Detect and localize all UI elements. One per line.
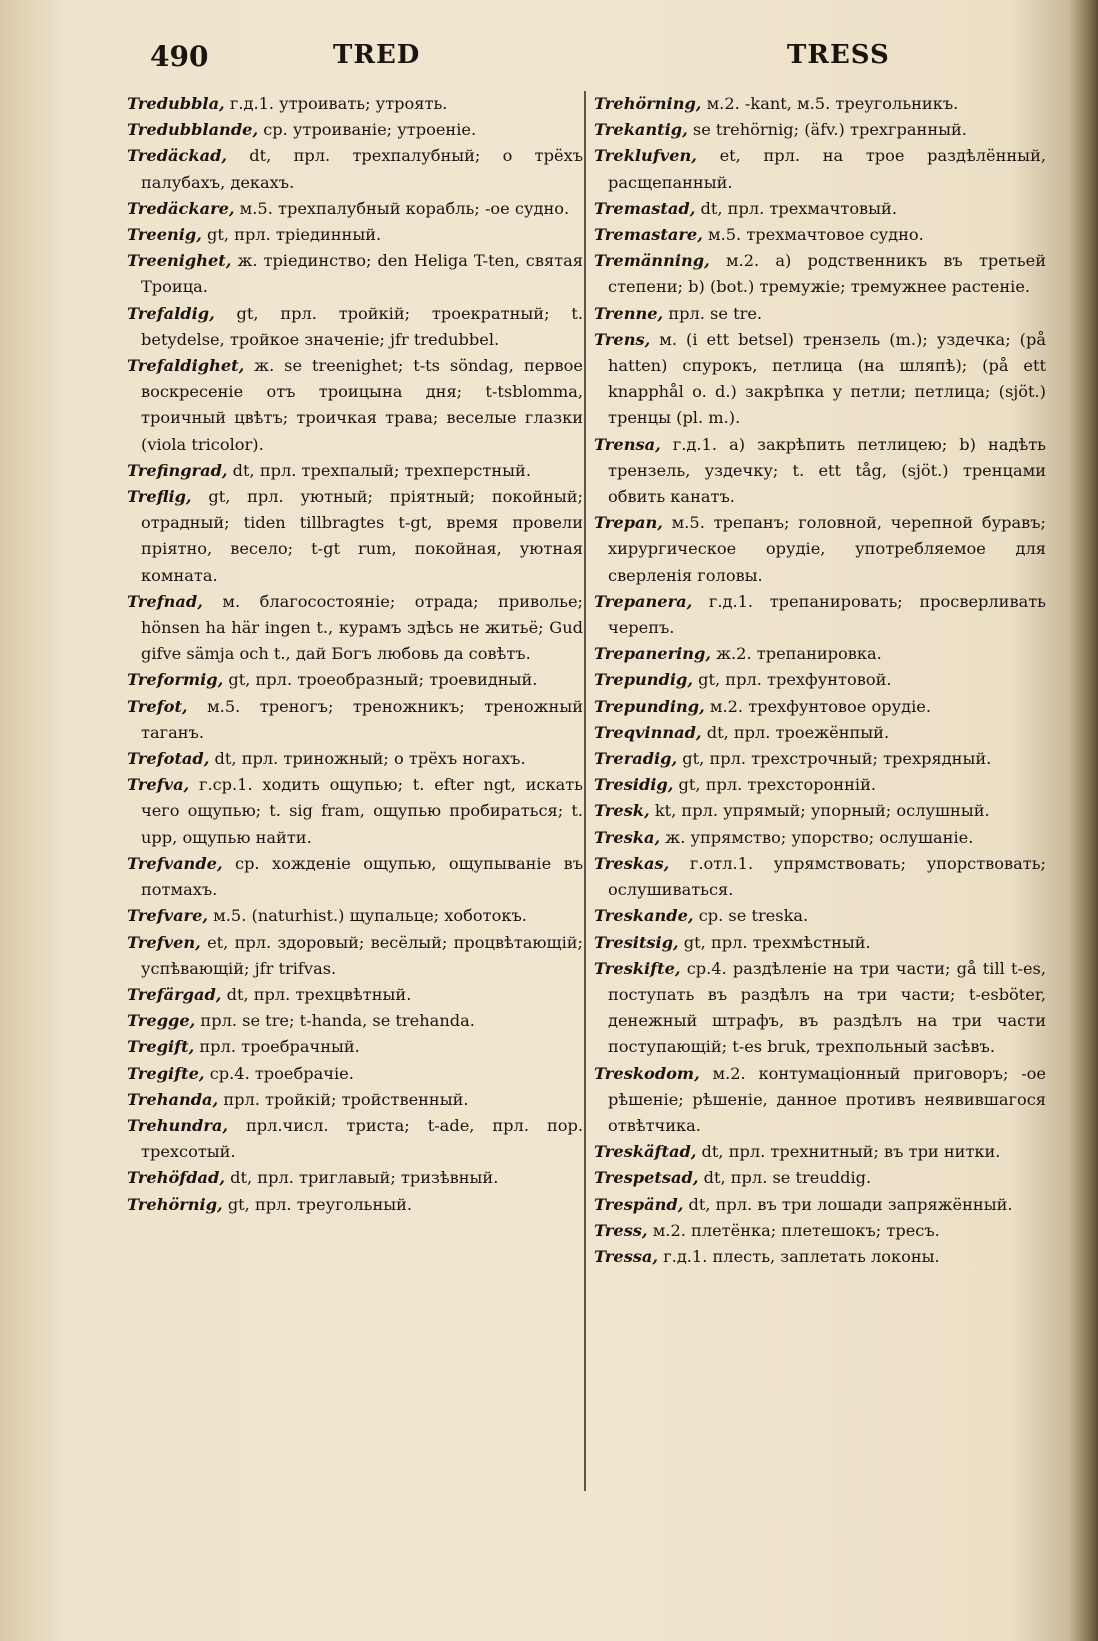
entry-definition: м.2. контумаціонный приговоръ; -ое рѣшеніе; рѣшеніе, данное противъ неявившагося отвѣтчика.	[608, 1063, 1046, 1135]
entry-definition: ср.4. раздѣленіе на три части; gå till t-es, поступать въ раздѣлъ на три части; t-esböter, денежный штрафъ, въ раздѣлъ на три части поступающій; t-es bruk, трехпольный засѣвъ.	[608, 958, 1046, 1057]
dictionary-entry	[594, 930, 1046, 956]
entry-headword: Trehörnig,	[127, 1194, 223, 1214]
dictionary-entry	[127, 1165, 583, 1191]
dictionary-entry	[594, 667, 1046, 693]
entry-headword: Trehöfdad,	[127, 1168, 225, 1188]
entry-definition: м. благосостояніе; отрада; приволье; hönsen ha här ingen t., курамъ здѣсь не житьё; Gud gifve sämja och t., дай Богъ любовь да совѣтъ.	[141, 591, 583, 664]
entry-definition: dt, прл. въ три лошади запряжённый.	[683, 1194, 1013, 1214]
entry-headword: Tredäckare,	[127, 198, 235, 218]
entry-definition: et, прл. здоровый; весёлый; процвѣтающій; успѣвающій; jfr trifvas.	[141, 932, 583, 978]
entry-headword: Trenne,	[594, 303, 664, 323]
dictionary-entry	[594, 1165, 1046, 1191]
page-number: 490	[150, 40, 209, 73]
entry-definition: gt, прл. тріединный.	[201, 225, 382, 245]
dictionary-entry	[127, 667, 583, 693]
entry-headword: Trepan,	[594, 513, 663, 533]
entry-headword: Tredubblande,	[127, 120, 259, 140]
entry-definition: прл. тройкій; тройственный.	[218, 1089, 469, 1109]
dictionary-entry	[594, 301, 1046, 327]
entry-headword: Treformig,	[127, 670, 224, 690]
entry-definition: прл.числ. триста; t-ade, прл. пор. трехсотый.	[141, 1115, 583, 1162]
dictionary-entry	[127, 301, 583, 353]
entry-definition: г.д.1. трепанировать; просверливать черепъ.	[608, 591, 1046, 638]
entry-definition: ж.2. трепанировка.	[710, 644, 882, 664]
dictionary-entry	[594, 117, 1046, 143]
dictionary-entry	[594, 903, 1046, 929]
entry-headword: Tresidig,	[594, 775, 674, 795]
dictionary-entry	[127, 694, 583, 746]
dictionary-entry	[594, 720, 1046, 746]
entry-definition: г.ср.1. ходить ощупью; t. efter ngt, искать чего ощупью; t. sig fram, ощупью пробираться; t. upp, ощупью найти.	[141, 775, 583, 847]
entry-definition: ср.4. троебрачіе.	[204, 1063, 354, 1083]
entry-definition: ж. se treenighet; t-ts söndag, первое воскресеніе отъ троицына дня; t-tsblomma, троичный цвѣтъ; троичкая трава; веселые глазки (viola tricolor).	[141, 356, 583, 454]
dictionary-entry	[127, 117, 583, 143]
entry-definition: dt, прл. трехмачтовый.	[695, 198, 897, 218]
entry-headword: Treradig,	[594, 749, 678, 769]
entry-definition: et, прл. на трое раздѣлённый, расщепанный.	[608, 146, 1046, 192]
entry-headword: Tremastad,	[594, 198, 696, 218]
entry-headword: Tremänning,	[594, 251, 710, 271]
dictionary-entry	[594, 825, 1046, 851]
entry-definition: м.2. плетёнка; плетешокъ; тресъ.	[647, 1220, 940, 1240]
entry-headword: Treska,	[594, 827, 661, 847]
entry-headword: Trepunding,	[594, 696, 705, 716]
entry-definition: г.д.1. a) закрѣпить петлицею; b) надѣть трензель, уздечку; t. ett tåg, (sjöt.) тренцами обвить канатъ.	[608, 434, 1046, 507]
entry-definition: м.5. трехпалубный корабль; -ое судно.	[234, 198, 570, 218]
entry-headword: Tredubbla,	[127, 94, 225, 113]
entry-definition: прл. троебрачный.	[194, 1037, 360, 1057]
entry-headword: Treskas,	[594, 853, 670, 873]
entry-headword: Tresk,	[594, 801, 650, 821]
entry-definition: dt, прл. трехпалубный; о трёхъ палубахъ, декахъ.	[141, 146, 583, 192]
dictionary-entry	[127, 1087, 583, 1113]
entry-definition: gt, прл. трехфунтовой.	[692, 670, 892, 690]
entry-headword: Trefven,	[127, 932, 201, 952]
entry-headword: Trespänd,	[594, 1194, 684, 1214]
entry-definition: ж. упрямство; упорство; ослушаніе.	[660, 827, 974, 847]
guide-word-left: TRED	[333, 40, 421, 70]
entry-headword: Trekantig,	[594, 120, 688, 140]
entry-definition: м.5. трехмачтовое судно.	[702, 225, 924, 245]
dictionary-entry	[594, 956, 1046, 1061]
entry-definition: gt, прл. трехсторонній.	[673, 775, 877, 795]
dictionary-entry	[127, 930, 583, 982]
entry-headword: Treklufven,	[594, 146, 697, 166]
dictionary-entry	[127, 222, 583, 248]
entry-definition: ср. утроиваніе; утроеніе.	[258, 120, 477, 140]
dictionary-entry	[127, 851, 583, 903]
dictionary-entry	[127, 903, 583, 929]
entry-headword: Tressa,	[594, 1246, 659, 1266]
entry-definition: м.2. a) родственникъ въ третьей степени; b) (bot.) тремужіе; тремужнее растеніе.	[608, 251, 1046, 297]
dictionary-entry	[594, 196, 1046, 222]
entry-definition: gt, прл. треугольный.	[222, 1194, 413, 1214]
dictionary-entry	[594, 1244, 1046, 1270]
entry-definition: dt, прл. трехцвѣтный.	[221, 984, 412, 1004]
entry-headword: Trefaldig,	[127, 303, 215, 323]
entry-definition: kt, прл. упрямый; упорный; ослушный.	[649, 801, 990, 821]
dictionary-entry	[594, 91, 1046, 117]
entry-headword: Tress,	[594, 1220, 648, 1240]
dictionary-entry	[594, 248, 1046, 300]
dictionary-entry	[594, 798, 1046, 824]
dictionary-entry	[127, 746, 583, 772]
dictionary-entry	[127, 982, 583, 1008]
dictionary-entry	[127, 772, 583, 851]
entry-definition: gt, прл. тройкій; троекратный; t. betydelse, тройкое значеніе; jfr tredubbel.	[141, 303, 583, 349]
entry-headword: Treskifte,	[594, 958, 681, 978]
dictionary-entry	[127, 1034, 583, 1060]
dictionary-entry	[127, 589, 583, 668]
entry-headword: Trefärgad,	[127, 984, 222, 1004]
entry-definition: dt, прл. троежёнпый.	[701, 722, 890, 742]
entry-headword: Tregge,	[127, 1011, 196, 1031]
entry-headword: Trefvare,	[127, 906, 209, 926]
dictionary-entry	[594, 641, 1046, 667]
entry-headword: Trefotad,	[127, 749, 210, 769]
dictionary-entry	[594, 851, 1046, 903]
entry-headword: Tregift,	[127, 1037, 195, 1057]
entry-definition: г.д.1. плесть, заплетать локоны.	[658, 1246, 940, 1266]
dictionary-entry	[127, 353, 583, 458]
dictionary-entry	[127, 143, 583, 195]
entry-definition: ж. тріединство; den Heliga T-ten, святая Троица.	[141, 251, 583, 297]
entry-headword: Treenighet,	[127, 251, 232, 271]
page-header	[0, 40, 1098, 80]
entry-headword: Trefingrad,	[127, 460, 228, 480]
entry-headword: Treskodom,	[594, 1063, 700, 1083]
entry-definition: dt, прл. триножный; о трёхъ ногахъ.	[209, 749, 526, 769]
entry-headword: Trehörning,	[594, 94, 702, 113]
entry-definition: г.отл.1. упрямствовать; упорствовать; ослушиваться.	[608, 853, 1046, 900]
entry-headword: Trepanering,	[594, 644, 711, 664]
dictionary-entry	[127, 484, 583, 589]
entry-definition: ср. se treska.	[693, 906, 809, 926]
entry-definition: ср. хожденіе ощупью, ощупываніе въ потмахъ.	[141, 853, 583, 900]
entry-definition: dt, прл. трехнитный; въ три нитки.	[696, 1142, 1001, 1162]
entry-definition: dt, прл. трехпалый; трехперстный.	[227, 460, 531, 480]
entry-definition: gt, прл. уютный; пріятный; покойный; отрадный; tiden tillbragtes t-gt, время провели пріятно, весело; t-gt rum, покойная, уютная комната.	[141, 487, 583, 585]
entry-headword: Trefnad,	[127, 591, 203, 611]
dictionary-entry	[594, 432, 1046, 511]
entry-definition: gt, прл. трехстрочный; трехрядный.	[677, 749, 992, 769]
dictionary-entry	[594, 1218, 1046, 1244]
guide-word-right: TRESS	[787, 40, 890, 70]
dictionary-entry	[594, 1139, 1046, 1165]
entry-definition: gt, прл. троеобразный; троевидный.	[223, 670, 538, 690]
entry-headword: Trespetsad,	[594, 1168, 699, 1188]
entry-definition: м. (i ett betsel) трензель (m.); уздечка; (på hatten) спурокъ, петлица (на шляпѣ); (på ett knapphål o. d.) закрѣпка у петли; петлица; (sjöt.) тренцы (pl. m.).	[608, 329, 1046, 428]
entry-headword: Tregifte,	[127, 1063, 205, 1083]
entry-definition: м.5. треногъ; треножникъ; треножный таганъ.	[141, 696, 583, 742]
dictionary-entry	[594, 222, 1046, 248]
dictionary-entry	[594, 327, 1046, 432]
dictionary-entry	[594, 1192, 1046, 1218]
entry-headword: Trepanera,	[594, 591, 693, 611]
entry-headword: Trepundig,	[594, 670, 693, 690]
dictionary-entry	[594, 589, 1046, 641]
dictionary-entry	[594, 772, 1046, 798]
entry-definition: dt, прл. se treuddig.	[698, 1168, 872, 1188]
dictionary-entry	[594, 510, 1046, 589]
entry-headword: Tremastare,	[594, 225, 703, 245]
dictionary-entry	[127, 458, 583, 484]
entry-definition: м.5. (naturhist.) щупальце; хоботокъ.	[208, 906, 527, 926]
dictionary-entry	[127, 248, 583, 300]
entry-headword: Trefva,	[127, 775, 190, 795]
entry-headword: Trehanda,	[127, 1089, 219, 1109]
entry-headword: Treskande,	[594, 906, 694, 926]
dictionary-entry	[127, 1061, 583, 1087]
entry-headword: Tredäckad,	[127, 146, 228, 166]
entry-headword: Treenig,	[127, 225, 202, 245]
entry-definition: gt, прл. трехмѣстный.	[678, 932, 871, 952]
entry-headword: Trensa,	[594, 434, 661, 454]
entry-headword: Trens,	[594, 329, 651, 349]
dictionary-entry	[127, 1192, 583, 1218]
entry-headword: Trefaldighet,	[127, 356, 245, 376]
entry-definition: м.2. -kant, м.5. треугольникъ.	[701, 94, 959, 113]
dictionary-entry	[594, 143, 1046, 195]
dictionary-entry	[127, 1008, 583, 1034]
dictionary-entry	[594, 1061, 1046, 1140]
entry-headword: Treskäftad,	[594, 1142, 697, 1162]
entry-headword: Treflig,	[127, 487, 192, 507]
entry-headword: Trefvande,	[127, 853, 223, 873]
dictionary-entry	[594, 694, 1046, 720]
left-column	[127, 91, 583, 1218]
dictionary-entry	[127, 1113, 583, 1165]
entry-definition: г.д.1. утроивать; утроять.	[224, 94, 448, 113]
entry-definition: м.5. трепанъ; головной, черепной буравъ; хирургическое орудіе, употребляемое для сверленія головы.	[608, 513, 1046, 585]
book-spine-edge	[1070, 0, 1098, 1641]
entry-headword: Tresitsig,	[594, 932, 679, 952]
entry-definition: dt, прл. триглавый; тризѣвный.	[225, 1168, 499, 1188]
entry-headword: Trehundra,	[127, 1115, 228, 1135]
entry-definition: se trehörnig; (äfv.) трехгранный.	[687, 120, 967, 140]
entry-definition: прл. se tre; t-handa, se trehanda.	[195, 1011, 475, 1031]
dictionary-entry	[127, 196, 583, 222]
entry-definition: м.2. трехфунтовое орудіе.	[704, 696, 932, 716]
entry-definition: прл. se tre.	[663, 303, 763, 323]
dictionary-entry	[127, 91, 583, 117]
column-divider	[584, 91, 586, 1491]
dictionary-entry	[594, 746, 1046, 772]
right-column	[594, 91, 1046, 1270]
entry-headword: Trefot,	[127, 696, 188, 716]
entry-headword: Treqvinnad,	[594, 722, 702, 742]
